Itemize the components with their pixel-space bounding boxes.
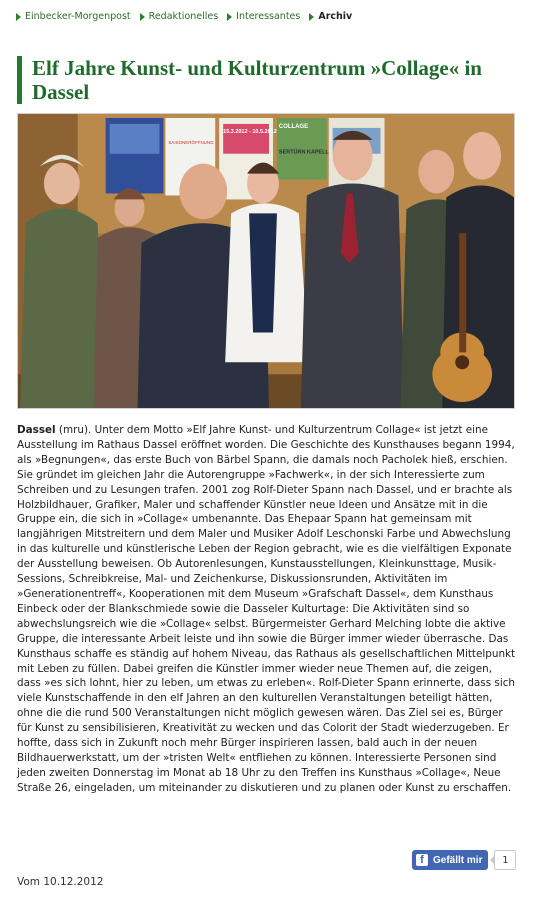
chevron-right-icon bbox=[227, 13, 232, 21]
breadcrumb bbox=[16, 11, 361, 22]
chevron-right-icon bbox=[16, 13, 21, 21]
article-date: Vom 10.12.2012 bbox=[17, 876, 104, 888]
group-photo-illustration bbox=[18, 114, 514, 408]
facebook-like-widget bbox=[412, 850, 516, 870]
poster-text: SERTÜRN KAPELL bbox=[278, 149, 329, 156]
chevron-right-icon bbox=[140, 13, 145, 21]
poster-text: SAISONERÖFFNUNG bbox=[168, 139, 214, 145]
article-body bbox=[17, 423, 517, 796]
facebook-like-button[interactable] bbox=[412, 850, 488, 870]
article-title: Elf Jahre Kunst- und Kulturzentrum »Collage« in Dassel bbox=[32, 56, 482, 104]
facebook-like-label: Gefällt mir bbox=[433, 854, 483, 866]
poster-text: 15.3.2012 - 10.5.2012 bbox=[223, 128, 277, 135]
title-block bbox=[17, 56, 528, 104]
breadcrumb-item-redaktionelles[interactable] bbox=[140, 11, 219, 22]
breadcrumb-item-current bbox=[309, 11, 352, 22]
breadcrumb-item-interessantes[interactable] bbox=[227, 11, 300, 22]
breadcrumb-link[interactable]: Redaktionelles bbox=[148, 11, 219, 22]
breadcrumb-item-home[interactable] bbox=[16, 11, 131, 22]
facebook-icon: f bbox=[416, 854, 428, 866]
article-text: (mru). Unter dem Motto »Elf Jahre Kunst- und Kulturzentrum Collage« ist jetzt eine Ausstellung im Rathaus Dassel eröffnet worden. Die Geschichte des Kunsthauses begann 1994, als »Begnungen«, das erste Buch von Bärbel Spann, die damals noch Pacholek hieß, erschien. Sie gründet im gleichen Jahr die Autorengruppe »Fachwerk«, in der sich Interessierte zum Schreiben und zu Lesungen trafen. 2001 zog Rolf-Dieter Spann nach Dassel, und er brachte als Holzbildhauer, Grafiker, Maler und schaffender Künstler neue Ideen und Ansätze mit in die Gruppe ein, die sich in »Collage« umbenannte. Das Ehepaar Spann hat gemeinsam mit langjährigen Mitstreitern und dem Maler und Musiker Adolf Leschonski Farbe und Abwechslung in das kulturelle und künstlerische Leben der Region gebracht, wie es die vielfältigen Exponate der Ausstellung beweisen. Ob Autorenlesungen, Kunstausstellungen, Kleinkunsttage, Musik-Sessions, Schreibkreise, Mal- und Zeichenkurse, Diskussionsrunden, Aktivitäten im »Generationentreff«, Kooperationen mit dem Museum »Grafschaft Dassel«, dem Kunsthaus Einbeck oder der Blankschmiede sowie die Dasseler Kulturtage: Die Aktivitäten sind so abwechslungsreich wie die »Collage« selbst. Bürgermeister Gerhard Melching lobte die aktive Gruppe, die interessante Arbeit leiste und ihn sowie die Bürger immer wieder überrasche. Das Kunsthaus schaffe es ständig auf hohem Niveau, das Rathaus als gesellschaftlichen Mittelpunkt mit Leben zu füllen. Dabei greifen die Künstler immer wieder neue Themen auf, die zeigen, dass »es sich lohnt, hier zu leben, um etwas zu erleben«. Rolf-Dieter Spann erinnerte, dass sich viele Kunstschaffende in den elf Jahren an den kulturellen Veranstaltungen beteiligt hätten, ohne die die rund 500 Veranstaltungen nicht möglich gewesen wären. Das Ziel sei es, Bürger für Kunst zu sensibilisieren, Kreativität zu wecken und das Colorit der Stadt wiederzugeben. Er hoffte, dass sich in Zukunft noch mehr Bürger inspirieren lassen, bald auch in der neuen Bildhauerwerkstatt, um der »tristen Welt« entfliehen zu können. Interessierte Personen sind jeden zweiten Donnerstag im Monat ab 18 Uhr zu den Treffen ins Kunsthaus »Collage«, Neue Straße 26, eingeladen, um miteinander zu diskutieren und zu planen oder Kunst zu erschaffen. bbox=[17, 424, 516, 794]
article-photo bbox=[17, 113, 515, 409]
breadcrumb-link[interactable]: Einbecker-Morgenpost bbox=[25, 11, 131, 22]
facebook-like-count: 1 bbox=[494, 850, 516, 870]
chevron-right-icon bbox=[309, 13, 314, 21]
poster-text: COLLAGE bbox=[278, 123, 309, 130]
article-dateline-place: Dassel bbox=[17, 424, 56, 436]
breadcrumb-link[interactable]: Interessantes bbox=[236, 11, 301, 22]
breadcrumb-current-label: Archiv bbox=[318, 11, 353, 22]
